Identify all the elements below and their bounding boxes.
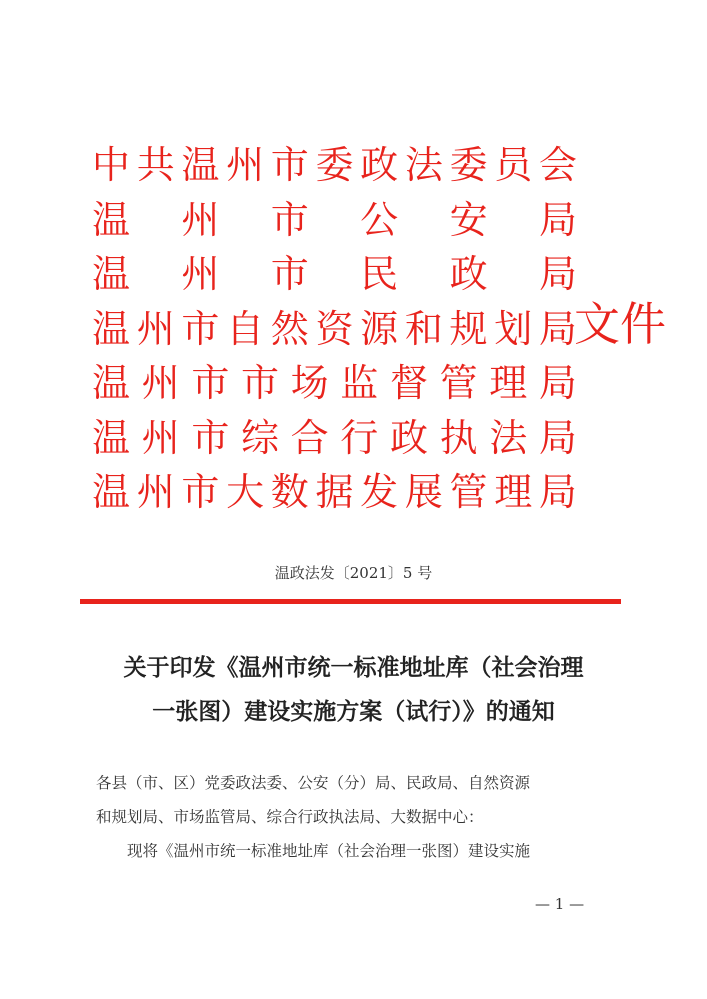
issuer-line-1	[92, 138, 577, 193]
issuer-char: 市	[240, 361, 279, 405]
red-divider-line	[80, 599, 621, 604]
issuer-char: 市	[270, 143, 309, 187]
issuer-char: 政	[389, 415, 428, 460]
issuer-char: 政	[360, 143, 399, 187]
issuer-char: 和	[404, 306, 443, 351]
issuer-char: 执	[439, 415, 478, 460]
issuer-char: 州	[136, 470, 175, 514]
issuer-char: 市	[270, 197, 309, 242]
issuer-char: 中	[92, 143, 131, 187]
issuer-char: 州	[136, 306, 175, 351]
issuer-char: 州	[181, 252, 220, 296]
issuer-char: 划	[494, 306, 533, 351]
issuer-char: 管	[439, 361, 478, 405]
document-number: 温政法发〔2021〕5 号	[274, 564, 433, 582]
issuer-char: 然	[270, 306, 309, 351]
issuer-char: 局	[538, 306, 577, 351]
issuer-char: 据	[315, 470, 354, 514]
notice-title-line-1: 关于印发《温州市统一标准地址库（社会治理	[123, 654, 584, 681]
issuer-char: 州	[141, 415, 180, 460]
issuer-char: 委	[449, 143, 488, 187]
issuer-line-2	[92, 193, 577, 248]
body-paragraph-1: 现将《温州市统一标准地址库（社会治理一张图）建设实施	[127, 842, 531, 860]
issuer-char: 监	[340, 361, 379, 405]
issuer-char: 行	[340, 415, 379, 460]
issuer-char: 理	[489, 361, 528, 405]
issuer-char: 安	[449, 197, 488, 242]
page-number: — 1 —	[535, 895, 585, 913]
issuer-char: 资	[315, 306, 354, 351]
issuer-char: 共	[136, 143, 175, 187]
issuer-char: 规	[449, 306, 488, 351]
issuer-char: 市	[181, 470, 220, 514]
issuer-char: 展	[404, 470, 443, 514]
issuer-char: 管	[449, 470, 488, 514]
issuer-char: 合	[290, 415, 329, 460]
issuer-line-5	[92, 356, 577, 411]
issuer-char: 理	[494, 470, 533, 514]
issuer-line-7	[92, 465, 577, 520]
issuer-char: 市	[191, 361, 230, 405]
issuer-line-3	[92, 247, 577, 302]
issuer-char: 州	[141, 361, 180, 405]
issuer-char: 会	[538, 143, 577, 187]
addressee-line-2: 和规划局、市场监管局、综合行政执法局、大数据中心：	[96, 808, 484, 826]
issuer-char: 员	[494, 143, 533, 187]
issuer-char: 发	[360, 470, 399, 514]
issuer-char: 温	[92, 361, 131, 405]
issuer-char: 自	[226, 306, 265, 351]
issuer-char: 源	[360, 306, 399, 351]
issuer-line-4	[92, 302, 577, 357]
document-label: 文件	[574, 297, 666, 351]
issuer-char: 温	[92, 470, 131, 514]
issuer-char: 局	[538, 361, 577, 405]
issuer-char: 公	[360, 197, 399, 242]
notice-title	[80, 646, 627, 734]
issuer-char: 温	[92, 415, 131, 460]
issuer-char: 委	[315, 143, 354, 187]
issuer-char: 局	[538, 252, 577, 296]
issuer-char: 综	[240, 415, 279, 460]
issuer-char: 市	[270, 252, 309, 296]
issuer-char: 温	[92, 252, 131, 296]
issuer-char: 大	[226, 470, 265, 514]
issuer-char: 场	[290, 361, 329, 405]
issuer-char: 温	[181, 143, 220, 187]
issuer-char: 市	[181, 306, 220, 351]
issuer-header	[92, 138, 577, 520]
addressee-line-1: 各县（市、区）党委政法委、公安（分）局、民政局、自然资源	[96, 774, 531, 792]
issuer-char: 督	[389, 361, 428, 405]
issuer-char: 法	[404, 143, 443, 187]
issuer-char: 局	[538, 470, 577, 514]
issuer-char: 温	[92, 306, 131, 351]
issuer-line-6	[92, 411, 577, 466]
issuer-char: 州	[181, 197, 220, 242]
issuer-char: 州	[226, 143, 265, 187]
issuer-char: 法	[489, 415, 528, 460]
notice-title-line-2: 一张图）建设实施方案（试行）》的通知	[152, 698, 555, 725]
issuer-char: 市	[191, 415, 230, 460]
issuer-char: 政	[449, 252, 488, 296]
issuer-char: 温	[92, 197, 131, 242]
issuer-char: 局	[538, 415, 577, 460]
issuer-char: 民	[360, 252, 399, 296]
issuer-char: 局	[538, 197, 577, 242]
notice-body	[96, 766, 621, 868]
issuer-char: 数	[270, 470, 309, 514]
